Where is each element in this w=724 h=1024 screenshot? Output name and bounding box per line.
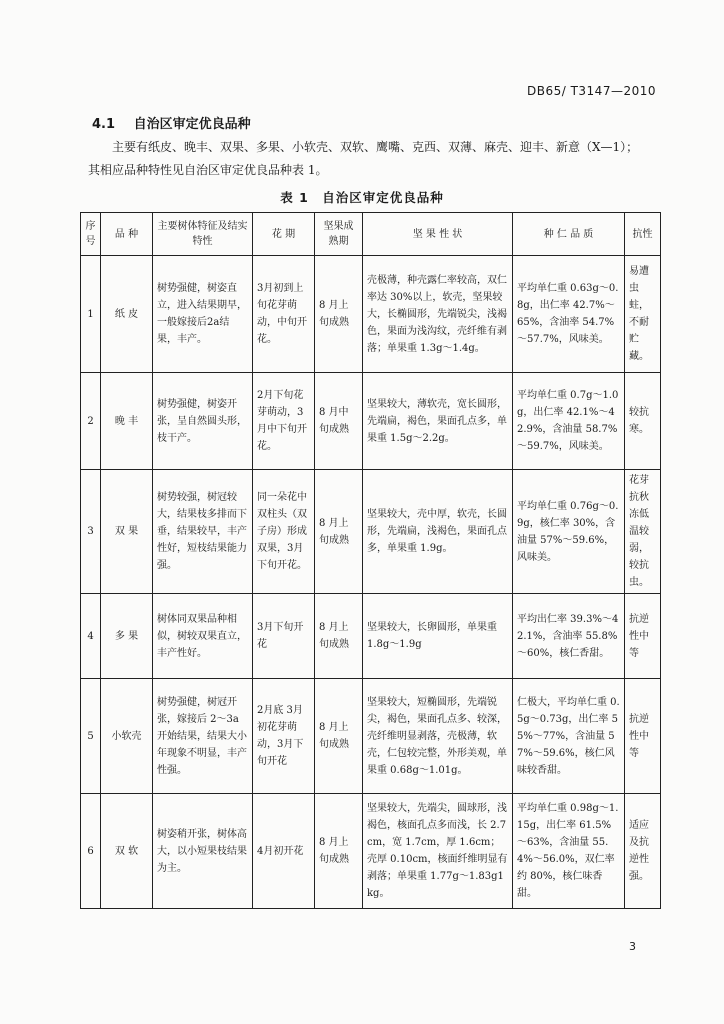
table-title: 表 1 自治区审定优良品种 [280, 190, 444, 205]
cell-seq: 5 [81, 679, 101, 794]
table-row [81, 470, 661, 594]
header-name: 品 种 [101, 213, 153, 256]
cell-nut: 坚果较大，先端尖，圆球形，浅褐色，核面孔点多而浅，长 2.7cm，宽 1.7cm，厚 1.6cm；壳厚 0.10cm，核面纤维明显有剥落；单果重 1.77g～1.83g1kg。 [363, 794, 513, 909]
cell-resistance: 花芽抗秋冻低温较弱，较抗虫。 [625, 470, 661, 594]
header-flower: 花 期 [253, 213, 315, 256]
section-number: 4.1 [92, 117, 116, 132]
table-row [81, 373, 661, 470]
cell-resistance: 易遭虫蛀，不耐贮藏。 [625, 256, 661, 373]
cell-tree: 树势强健，树冠开张，嫁接后 2～3a 开始结果，结果大小年现象不明显，丰产性强。 [153, 679, 253, 794]
cell-flower: 2月下旬花芽萌动，3月中下旬开花。 [253, 373, 315, 470]
cell-flower: 3月下旬开花 [253, 594, 315, 679]
cell-resistance: 适应及抗逆性强。 [625, 794, 661, 909]
section-heading [92, 113, 251, 132]
header-seq: 序号 [81, 213, 101, 256]
cell-flower: 4月初开花 [253, 794, 315, 909]
cell-name: 双 果 [101, 470, 153, 594]
varieties-table [80, 212, 661, 909]
header-resistance: 抗性 [625, 213, 661, 256]
cell-kernel: 平均出仁率 39.3%～42.1%，含油率 55.8%～60%，核仁香甜。 [513, 594, 625, 679]
header-nut: 坚 果 性 状 [363, 213, 513, 256]
cell-maturity: 8 月上旬成熟 [315, 679, 363, 794]
cell-resistance: 较抗寒。 [625, 373, 661, 470]
table-header-row [81, 213, 661, 256]
standard-code: DB65/ T3147—2010 [526, 84, 656, 98]
cell-kernel: 平均单仁重 0.63g～0.8g，出仁率 42.7%～65%，含油率 54.7%～57.7%，风味美。 [513, 256, 625, 373]
cell-tree: 树势强健，树姿开张，呈自然圆头形，枝干产。 [153, 373, 253, 470]
cell-resistance: 抗逆性中等 [625, 679, 661, 794]
table-row [81, 594, 661, 679]
header-kernel: 种 仁 品 质 [513, 213, 625, 256]
table-row [81, 679, 661, 794]
cell-kernel: 平均单仁重 0.98g～1.15g，出仁率 61.5%～63%，含油量 55.4%～56.0%，双仁率约 80%，核仁味香甜。 [513, 794, 625, 909]
cell-nut: 坚果较大，薄软壳，宽长圆形，先端扁，褐色，果面孔点多，单果重 1.5g～2.2g。 [363, 373, 513, 470]
cell-nut: 坚果较大，壳中厚，软壳，长圆形，先端扁，浅褐色，果面孔点多，单果重 1.9g。 [363, 470, 513, 594]
cell-flower: 2月底 3月初花芽萌动，3月下旬开花 [253, 679, 315, 794]
cell-maturity: 8 月上旬成熟 [315, 470, 363, 594]
cell-flower: 同一朵花中双柱头（双子房）形成双果，3月下旬开花。 [253, 470, 315, 594]
cell-seq: 3 [81, 470, 101, 594]
cell-kernel: 仁极大，平均单仁重 0.5g～0.73g，出仁率 55%～77%，含油量 57%～59.6%，核仁风味较香甜。 [513, 679, 625, 794]
cell-tree: 树势较强，树冠较大，结果枝多排而下垂，结果较早，丰产性好，短枝结果能力强。 [153, 470, 253, 594]
cell-nut: 坚果较大，短椭圆形，先端锐尖，褐色，果面孔点多、较深，壳纤维明显剥落，壳极薄，软壳，仁包较完整，外形美观，单果重 0.68g～1.01g。 [363, 679, 513, 794]
cell-seq: 1 [81, 256, 101, 373]
table-row [81, 256, 661, 373]
cell-nut: 壳极薄，种壳露仁率较高，双仁率达 30%以上，软壳，坚果较大，长椭圆形，先端锐尖，浅褐色，果面为浅沟纹，壳纤维有剥落；单果重 1.3g～1.4g。 [363, 256, 513, 373]
cell-flower: 3月初到上旬花芽萌动，中旬开花。 [253, 256, 315, 373]
cell-name: 晚 丰 [101, 373, 153, 470]
header-tree: 主要树体特征及结实特性 [153, 213, 253, 256]
cell-maturity: 8 月上旬成熟 [315, 594, 363, 679]
table-row [81, 794, 661, 909]
cell-tree: 树势强健，树姿直立，进入结果期早，一般嫁接后2a结果，丰产。 [153, 256, 253, 373]
intro-paragraph: 主要有纸皮、晚丰、双果、多果、小软壳、双软、鹰嘴、克西、双薄、麻壳、迎丰、新意（X—1）；其相应品种特性见自治区审定优良品种表 1。 [88, 140, 639, 177]
cell-name: 小软壳 [101, 679, 153, 794]
cell-resistance: 抗逆性中等 [625, 594, 661, 679]
cell-seq: 2 [81, 373, 101, 470]
cell-maturity: 8 月中旬成熟 [315, 373, 363, 470]
cell-name: 多 果 [101, 594, 153, 679]
header-maturity: 坚果成熟期 [315, 213, 363, 256]
cell-name: 双 软 [101, 794, 153, 909]
cell-tree: 树姿稍开张，树体高大，以小短果枝结果为主。 [153, 794, 253, 909]
section-title: 自治区审定优良品种 [133, 117, 251, 132]
cell-name: 纸 皮 [101, 256, 153, 373]
cell-seq: 6 [81, 794, 101, 909]
page-number: 3 [629, 940, 636, 953]
cell-maturity: 8 月上旬成熟 [315, 256, 363, 373]
cell-kernel: 平均单仁重 0.7g～1.0g，出仁率 42.1%～42.9%，含油量 58.7%～59.7%，风味美。 [513, 373, 625, 470]
cell-seq: 4 [81, 594, 101, 679]
cell-tree: 树体同双果品种相似，树较双果直立，丰产性好。 [153, 594, 253, 679]
cell-kernel: 平均单仁重 0.76g～0.9g，核仁率 30%，含油量 57%～59.6%，风味美。 [513, 470, 625, 594]
cell-nut: 坚果较大，长卵圆形，单果重 1.8g～1.9g [363, 594, 513, 679]
cell-maturity: 8 月上旬成熟 [315, 794, 363, 909]
